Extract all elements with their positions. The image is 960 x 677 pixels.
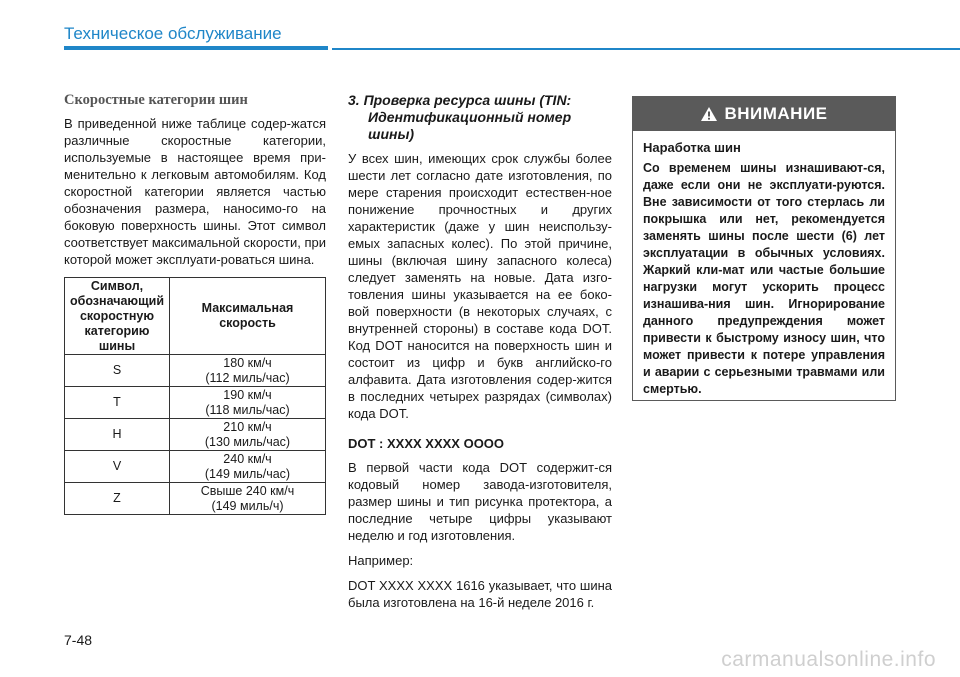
header-divider-line — [332, 48, 960, 50]
table-row — [65, 451, 326, 483]
tin-section-title: 3. Проверка ресурса шины (TIN: Идентификационный номер шины) — [348, 92, 572, 142]
warning-body — [633, 131, 895, 398]
table-cell-symbol: H — [65, 419, 170, 451]
example-label: Например: — [348, 553, 414, 568]
watermark: carmanualsonline.info — [721, 648, 936, 671]
speed-kmh: Свыше 240 км/ч — [200, 483, 295, 498]
table-row — [65, 483, 326, 515]
table-cell-speed — [170, 387, 326, 419]
table-row — [65, 387, 326, 419]
section-header-title: Техническое обслуживание — [64, 24, 282, 43]
dot-explanation-paragraph: В первой части кода DOT содержит-ся кодовый номер завода-изготовителя, размер шины и тип рисунка протектора, а последние четыре цифры указывают неделю и год изготовления. — [348, 460, 612, 543]
speed-rating-table — [64, 277, 326, 515]
table-cell-speed — [170, 483, 326, 515]
page-number: 7-48 — [64, 632, 93, 648]
table-row — [65, 419, 326, 451]
speed-section-title: Скоростные категории шин — [64, 92, 248, 108]
speed-mph: (149 миль/ч) — [211, 498, 284, 513]
table-cell-symbol: Z — [65, 483, 170, 515]
table-cell-symbol: V — [65, 451, 170, 483]
table-row — [65, 355, 326, 387]
table-cell-symbol: S — [65, 355, 170, 387]
tin-paragraph: У всех шин, имеющих срок службы более шести лет согласно дате изготовления, по мере старения происходит естествен-ное понижение прочностных и других характеристик (даже у шин неиспользу-емых запасных колес). По этой причине, шины (включая шину запасного колеса) следует заменять на новые. Дата изго-товления шины указывается на ее боко-вой поверхности (в некоторых случаях, с внутренней стороны) в составе кода DOT. Код DOT наносится на поверхность шин и состоит из цифр и букв английско-го алфавита. Дата изготовления содер-жится в последних четырех разрядах (символах) кода DOT. — [348, 151, 612, 421]
speed-mph: (130 миль/час) — [204, 434, 291, 449]
tin-section — [348, 92, 612, 619]
table-cell-speed — [170, 451, 326, 483]
table-cell-speed — [170, 419, 326, 451]
speed-kmh: 240 км/ч — [223, 451, 272, 466]
table-header-symbol: Символ, обозначающий скоростную категорию шины — [65, 278, 170, 355]
example-text: DOT XXXX XXXX 1616 указывает, что шина была изготовлена на 16-й неделе 2016 г. — [348, 578, 612, 610]
warning-header-label: ВНИМАНИЕ — [724, 104, 828, 123]
warning-title: Наработка шин — [643, 140, 741, 155]
speed-mph: (112 миль/час) — [205, 370, 290, 385]
speed-mph: (149 миль/час) — [204, 466, 291, 481]
dot-format-code: DOT : XXXX XXXX OOOO — [348, 436, 505, 451]
warning-header — [633, 97, 895, 131]
header-accent-bar — [64, 46, 328, 50]
speed-kmh: 180 км/ч — [223, 355, 272, 370]
speed-mph: (118 миль/час) — [205, 402, 290, 417]
table-header-row — [65, 278, 326, 355]
table-cell-symbol: T — [65, 387, 170, 419]
warning-text: Со временем шины изнашивают-ся, даже если они не эксплуати-руются. Вне зависимости от того стерлась ли покрышка или нет, рекомендуется заменять шины после шести (6) лет эксплуатации в обычных условиях. Жаркий кли-мат или частые большие нагрузки могут ускорить процесс изнашива-ния шин. Игнорирование данного предупреждения может привести к быстрому износу шин, что может привести к потере управления и аварии с серьезными травмами или смертью. — [643, 161, 885, 396]
speed-kmh: 210 км/ч — [223, 419, 272, 434]
warning-triangle-icon — [700, 106, 718, 122]
speed-section — [64, 92, 326, 268]
table-header-max-speed: Максимальная скорость — [170, 278, 326, 355]
warning-box — [632, 96, 896, 401]
speed-kmh: 190 км/ч — [223, 387, 272, 402]
table-cell-speed — [170, 355, 326, 387]
speed-section-intro: В приведенной ниже таблице содер-жатся различные скоростные категории, используемые в настоящее время при-менительно к легковым автомобилям. Код скоростной категории является частью обозначения размера, наносимо-го на боковую поверхность шины. Этот символ соответствует максимальной скорости, при которой может эксплуати-роваться шина. — [64, 116, 326, 267]
